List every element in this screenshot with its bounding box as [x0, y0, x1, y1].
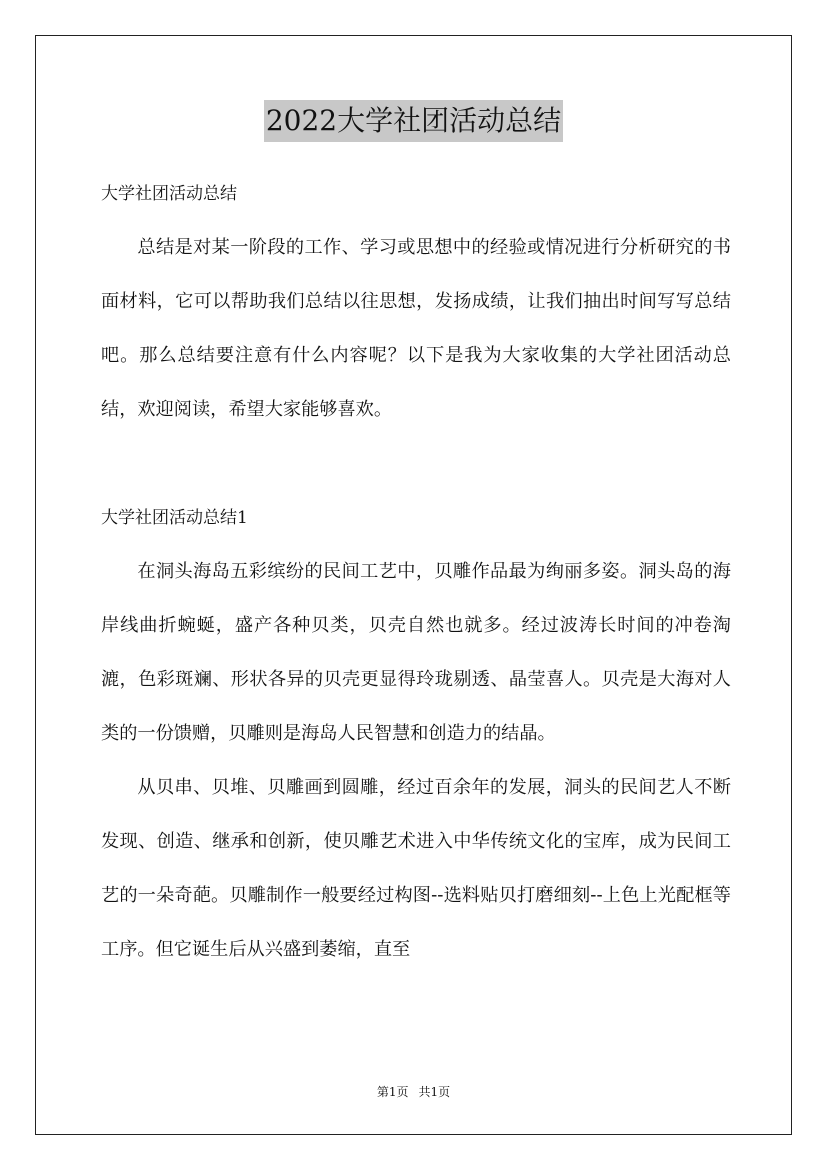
paragraph-intro: 总结是对某一阶段的工作、学习或思想中的经验或情况进行分析研究的书面材料，它可以帮助我们总结以往思想，发扬成绩，让我们抽出时间写写总结吧。那么总结要注意有什么内容呢？以下是我为大家收集的大学社团活动总结，欢迎阅读，希望大家能够喜欢。: [101, 237, 731, 420]
paragraph-2: 从贝串、贝堆、贝雕画到圆雕，经过百余年的发展，洞头的民间艺人不断发现、创造、继承和创新，使贝雕艺术进入中华传统文化的宝库，成为民间工艺的一朵奇葩。贝雕制作一般要经过构图--选料贴贝打磨细刻--上色上光配框等工序。但它诞生后从兴盛到萎缩，直至: [101, 777, 731, 960]
paragraph-1: 在洞头海岛五彩缤纷的民间工艺中，贝雕作品最为绚丽多姿。洞头岛的海岸线曲折蜿蜒，盛产各种贝类，贝壳自然也就多。经过波涛长时间的冲卷淘漉，色彩斑斓、形状各异的贝壳更显得玲珑剔透、晶莹喜人。贝壳是大海对人类的一份馈赠，贝雕则是海岛人民智慧和创造力的结晶。: [101, 561, 731, 744]
document-title: 2022大学社团活动总结: [264, 100, 563, 142]
section-heading-intro: 大学社团活动总结: [101, 184, 237, 204]
blank-line: [101, 437, 731, 491]
page-number: 第1页: [376, 1085, 409, 1099]
title-container: [0, 100, 827, 142]
document-body: [101, 167, 731, 977]
page-total: 共1页: [418, 1085, 451, 1099]
section-heading-1: 大学社团活动总结1: [101, 508, 248, 528]
page-footer: [0, 1083, 827, 1101]
